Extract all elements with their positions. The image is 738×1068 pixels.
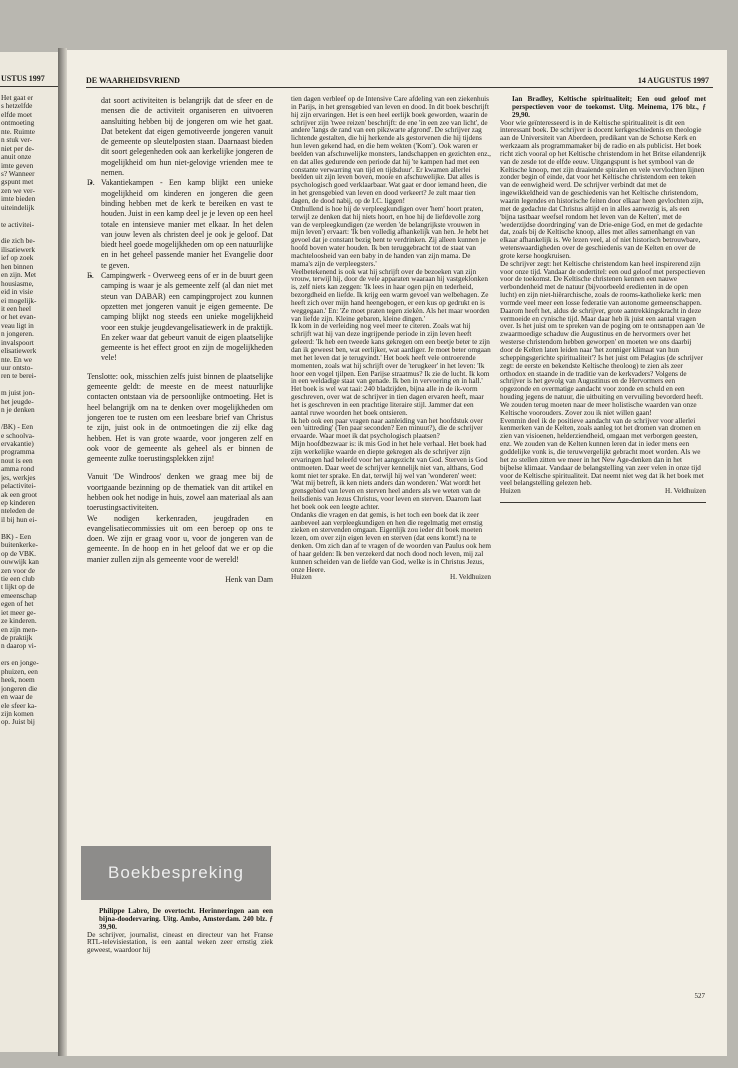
article-column bbox=[87, 96, 273, 585]
adjacent-text-line: jes, werkjes bbox=[1, 473, 36, 482]
list-marker: • E. bbox=[87, 271, 94, 281]
adjacent-text-line: n je denken bbox=[1, 406, 35, 415]
review-title-bradley: Ian Bradley, Keltische spiritualiteit; Een oud geloof met perspectieven voor de toekomst. Uitg. Meinema, 176 blz., ƒ 29,90. bbox=[512, 95, 706, 119]
section-banner bbox=[81, 846, 271, 900]
adjacent-text-line: ele sfeer ka- bbox=[1, 701, 37, 710]
activity-list bbox=[87, 178, 273, 363]
adjacent-text-line: n jongeren. bbox=[1, 330, 34, 339]
adjacent-text-line: amma rond bbox=[1, 465, 35, 474]
line-gap bbox=[1, 524, 58, 532]
adjacent-header-rule bbox=[0, 86, 58, 87]
review-paragraph: Evenmin deel ik de positieve aandacht van de schrijver voor allerlei kenmerken van de Kelten, zoals aanleg tot het dromen van dromen en zien van visioenen, helderziendheid, omgaan met verborgen geesten, enz. We zouden van de Kelten kunnen leren dat in ieder mens een goddelijke vonk is, die teruwvergelijkt gebracht moet worden. Als we het zo stellen zitten we meer in het New Age-denken dan in het bijbelse klimaat. Vandaar de belangstelling van zeer velen in onze tijd voor de Keltische spiritualiteit. Dat neemt niet weg dat ik het boek met veel belangstelling gelezen heb. bbox=[500, 416, 704, 488]
adjacent-text-line: heek, noem bbox=[1, 676, 35, 685]
adjacent-text-line: BK) - Een bbox=[1, 532, 31, 541]
adjacent-text-line: ren te berei- bbox=[1, 372, 37, 381]
adjacent-text-line: op de VBK. bbox=[1, 549, 36, 558]
page-number: 527 bbox=[694, 992, 705, 1000]
adjacent-text-line: s hetzelfde bbox=[1, 102, 33, 111]
adjacent-text-line: elfde moet bbox=[1, 110, 32, 119]
adjacent-text-line: anuit onze bbox=[1, 153, 32, 162]
issue-date: 14 AUGUSTUS 1997 bbox=[637, 76, 709, 85]
adjacent-text-line: die zich be- bbox=[1, 237, 36, 246]
adjacent-text-line: imte geven bbox=[1, 161, 34, 170]
adjacent-text-line: Het gaat er bbox=[1, 94, 34, 102]
adjacent-text-line: niet per de- bbox=[1, 144, 35, 153]
adjacent-text-line: nte. Ruimte bbox=[1, 127, 36, 136]
adjacent-text-line: ief op zoek bbox=[1, 254, 34, 263]
adjacent-text-line: phuizen, een bbox=[1, 667, 38, 676]
intro-paragraph: dat soort activiteiten is belangrijk dat de sfeer en de mensen die de activiteit organiseren en uitvoeren aansluiting hebben bij de jongeren om wie het gaat. Dat betekent dat eigen gemotiveerde jongeren vanuit de gemeente op sleutelposten staan. Daarnaast bieden dit soort gelegenheden ook aan kerkelijke jongeren de mogelijkheid om hun niet-gelovige vrienden mee te nemen. bbox=[101, 96, 273, 178]
list-text: Campingwerk - Overweeg eens of er in de buurt geen camping is waar je als gemeente zelf (al dan niet met steun van DABAR) een campingproject zou kunnen opzetten met jongeren vanuit je eigen gemeente. De camping blijkt nog steeds een unieke mogelijkheid voor een stukje jeugdevangelisatiewerk in de praktijk. En zeker waar dat gebeurt vanuit de eigen plaatselijke gemeente is het effect groot en zijn de mogelijkheden vele! bbox=[101, 271, 273, 363]
adjacent-text-line: elisatiewerk bbox=[1, 347, 37, 356]
adjacent-text-line: eid in visie bbox=[1, 288, 34, 297]
windroos-paragraph: Vanuit 'De Windroos' denken we graag mee bij de voortgaande bezinning op de thematiek van dit artikel en hebben ook het nodige in huis, zowel aan materiaal als aan toerustingsactiviteiten. bbox=[87, 472, 273, 513]
adjacent-text-line: housiasme, bbox=[1, 279, 34, 288]
invitation-paragraph: We nodigen kerkenraden, jeugdraden en evangelisatiecommissies uit om een beroep op ons te doen. We zijn er graag voor u, voor de jongeren van de gemeente. In de hoop en in het geloof dat we er op die manier zullen zijn als gemeente voor de wereld! bbox=[87, 513, 273, 564]
line-gap bbox=[1, 651, 58, 659]
adjacent-page-strip bbox=[0, 52, 58, 1052]
adjacent-text-line: gspunt met bbox=[1, 178, 34, 187]
review-author: H. Veldhuizen bbox=[450, 573, 491, 582]
review-paragraph: Veelbetekenend is ook wat hij schrijft over de bezoeken van zijn vrouw, terwijl hij, door de vele apparaten waaraan hij vastgeklonken is, zelf niets kan zeggen: 'Ik lees in haar ogen pijn en tederheid, bezorgdheid en liefde. Ik krijg een warm gevoel van welbehagen. Ze heeft zich over mijn hand heengebogen, er een kus op gedrukt en is weggegaan.' En: 'Ze moet praten tegen ziekèn. Als het maar woorden van liefde zijn. Kleine gebaren, kleine dingen.' bbox=[291, 267, 490, 323]
adjacent-text-line: nte. En we bbox=[1, 355, 33, 364]
adjacent-text-line: te activitei- bbox=[1, 220, 35, 229]
adjacent-text-line: nout is een bbox=[1, 456, 33, 465]
adjacent-text-line: de praktijk bbox=[1, 634, 33, 642]
adjacent-text-line: ze kinderen. bbox=[1, 617, 37, 626]
review-start-paragraph: De schrijver, journalist, cineast en directeur van het Franse RTL-televisiestation, is een aantal weken zeer ernstig ziek geweest, waardoor hij bbox=[87, 930, 273, 955]
column-end-rule bbox=[500, 502, 706, 503]
adjacent-text-line: zen voor de bbox=[1, 566, 36, 575]
adjacent-text-line: ontmoeting bbox=[1, 119, 35, 128]
adjacent-text-line: hen binnen bbox=[1, 262, 34, 271]
adjacent-text-line: or het evan- bbox=[1, 313, 36, 322]
adjacent-text-line: n stuk ver- bbox=[1, 136, 33, 145]
adjacent-text-line: imte bieden bbox=[1, 195, 36, 204]
adjacent-text-line: zijn komen bbox=[1, 709, 34, 718]
adjacent-text-line: op. Juist bij bbox=[1, 718, 35, 727]
review-column-bradley bbox=[500, 96, 706, 503]
line-gap bbox=[1, 212, 58, 220]
adjacent-text-line: /BK) - Een bbox=[1, 423, 34, 432]
author-signature: Henk van Dam bbox=[225, 575, 273, 585]
review-paragraph: Voor wie geïnteresseerd is in de Keltische spiritualiteit is dit een interessant boek. De schrijver is docent kerkgeschiedenis en theologie aan de Universiteit van Aberdeen, predikant van de Schotse Kerk en werkzaam als programmamaker bij de radio en als publicist. Het boek richt zich vooral op het Keltische christendom in het Britse eilandenrijk van de zesde tot de elfde eeuw. Uitgangspunt is het symbool van de Keltische knoop, met zijn draaiende spiralen en vele vervlochten lijnen zonder begin of einde, dat voor het Keltische christendom een teken van de eenwigheid werd. De schrijver verbindt dat met de ingewikkeldheid van de geschiedenis van het Keltische christendom, waarin legendes en historische feiten door elkaar heen gevlochten zijn, met de gedachte dat Christus altijd en in alles aanwezig is, als een 'bijna tastbaar weefsel rondom het leven van de Kelten', met de 'wederzijdse doordringing' van de Drie-enige God, en met de gedachte dat, zoals bij de Keltische knoop, alles met alles samenhangt en van elkaar afhankelijk is. We lezen veel, al of niet historisch betrouwbare, wetenswaardigheden over de geschiedenis van de Kelten en over de grote kerse hoogkruisen. bbox=[500, 118, 706, 260]
book-gutter bbox=[58, 48, 67, 1056]
adjacent-text-line: veau ligt in bbox=[1, 321, 34, 330]
review-footer bbox=[291, 574, 491, 582]
adjacent-text-line: iet meer ge- bbox=[1, 608, 36, 617]
review-paragraph: Mijn hoofdbezwaar is: ik mis God in het hele verhaal. Het boek had zijn werkelijke waarde en diepte gekregen als de schrijver zijn ervaringen had beleefd voor het aangezicht van God. Sterven is God ontmoeten. Daar weet de schrijver kennelijk niet van, althans, God komt niet ter sprake. En dat, terwijl hij wel van 'wonderen' weet: 'Wat mij betreft, ik ken niets anders dan wonderen.' Wat wordt het grensgebied van leven en sterven heel anders als we weten van de heilsdienis van Jezus Christus, voor leven en sterven. Daarom laat het boek ook een leegte achter. bbox=[291, 440, 488, 511]
list-item bbox=[87, 271, 273, 364]
review-intro-column bbox=[87, 908, 273, 955]
adjacent-text-line: il bij hun ei- bbox=[1, 515, 37, 524]
adjacent-text-line: ep kinderen bbox=[1, 499, 36, 507]
adjacent-text-line: ouwwijk kan bbox=[1, 558, 39, 567]
review-paragraph: De schrijver zegt: het Keltische christendom kan heel inspirerend zijn voor onze tijd. Vandaar de ondertitel: een oud geloof met perspectieven voor de toekomst. De Keltische christenen kennen een nauwe verbondenheid met de natuur (bijvoorbeeld eredienten in de open lucht) en zijn niet-hiërarchische, zoals de rooms-katholieke kerk: men vormde veel meer een losse federatie van autonome gemeenschappen. Daarom heeft het, aldus de schrijver, grote aantrekkingskracht in deze vermoeide en cynische tijd. Maar daar heb ik juist een aantal vragen over. Is het juist om te spreken van de poging om te ontsnappen aan 'de zwaarmoedige schaduw die Augustinus en de hervormers over het westerse christendom hebben geworpen' en moeten we ons daarbij door de Kelten laten leiden naar 'het zonniger klimaat van hun scheppingsgerichte spiritualiteit'? Is het juist om Pelagius (de schrijver zegt: de eerste en bekendste Keltische theoloog) te zien als zeer orthodox en staande in de traditie van de kerkvaders? Volgens de schrijver is het gevolg van Augustinus en de Hervormers een opgezonde en overmatige aandacht voor zonde en schuld en een houding jegens de natuur, die uitbuiting en vervuiling bevorderd heeft. We zouden terug moeten naar de meer holistische waarden van onze Keltische voorouders. Zover zou ik niet willen gaan! bbox=[500, 259, 706, 417]
adjacent-text-line: e schoolva- bbox=[1, 431, 35, 440]
adjacent-text-line: invalspoort bbox=[1, 338, 34, 347]
adjacent-text-line: pelactivitei- bbox=[1, 482, 36, 491]
review-paragraph: Ondanks die vragen en dat gemis, is het toch een boek dat ik zeer aanbeveel aan verpleegkundigen en hen die regelmatig met ernstig zieken en stervenden omgaan. Eigenlijk zou ieder dit boek moeten lezen, om over zijn eigen leven en sterven (dat eens komt!) na te denken. Om zich dan af te vragen of de woorden van Paulus ook hem of haar gelden: Ik ben verzekerd dat noch dood noch leven, mij zal kunnen scheiden van de liefde van God, welke is in Christus Jezus, onze Heere. bbox=[291, 510, 491, 574]
adjacent-page-text bbox=[1, 94, 58, 727]
adjacent-text-line: uiteindelijk bbox=[1, 203, 35, 212]
review-paragraph: Ik heb ook een paar vragen naar aanleiding van het hoofdstuk over een 'uittreding' (Ten paar seconden? Een minuut?), die de schrijver ervaarde. Waar moet ik dat psychologisch plaatsen? bbox=[291, 416, 483, 441]
adjacent-text-line: en zijn. Met bbox=[1, 271, 37, 280]
list-text: Vakantiekampen - Een kamp blijkt een unieke mogelijkheid om kinderen en jongeren die geen binding hebben met de kerk te bereiken en vast te houden. Juist in een kamp deel je je leven op een heel totale en intensieve manier met elkaar. In het delen van jouw leven als christen deel je ook je geloof. Dat biedt heel goede mogelijkheden om op een natuurlijke en in het geheel passende manier het Evangelie door te geven. bbox=[101, 178, 273, 270]
magazine-page bbox=[67, 50, 727, 1056]
review-title-labro: Philippe Labro, De overtocht. Herinneringen aan een bijna-doodervaring. Uitg. Ambo, Amsterdam. 240 blz. ƒ 39,90. bbox=[99, 907, 273, 931]
review-paragraph: Onthullend is hoe hij de verpleegkundigen over 'hem' hoort praten, terwijl ze denken dat hij niets hoort, en hoe hij de liefdevolle zorg van de verpleegkundigen (ze werden 'de belangrijkste vrouwen in mijn leven') ervaart: 'Ik ben volledig afhankelijk van hen. Je hebt het gevoel dat je constant bezig bent te verdrinken. Zij alleen kunnen je hoofd boven water houden. Ik ben teruggebracht tot de staat van machteloosheid van een baby in de handen van zijn mama. De mama's zijn de verpleegsters.' bbox=[291, 204, 489, 268]
line-gap bbox=[1, 415, 58, 423]
review-column bbox=[291, 96, 491, 582]
adjacent-text-line: ervakantie) bbox=[1, 439, 34, 448]
adjacent-text-line: programma bbox=[1, 448, 35, 457]
list-marker: • D. bbox=[87, 178, 95, 188]
adjacent-text-line: buitenkerke- bbox=[1, 541, 38, 550]
adjacent-text-line: s? Wanneer bbox=[1, 169, 35, 178]
review-footer bbox=[500, 488, 706, 496]
review-paragraph: Ik kom in de verleiding nog veel meer te citeren. Zoals wat hij schrijft wat hij van deze ingrijpende periode in zijn leven heeft geleerd: 'Ik heb een tweede kans gekregen om een beetje beter te zijn dan ik geweest ben, wat eerlijker, wat aardiger. Je moet beter omgaan met het leven dat je terugvindt.' Het boek heeft vele ontroerende momenten, zoals wat hij schrijft over de 'terugkeer' in het leven: 'Ik hoor een vogel tjilpen. Een Parijse straatmus? Ik zie de lucht. Ik kom in een weldadige staat van genade. Ik ben in vervoering en in hall.' bbox=[291, 322, 491, 386]
adjacent-text-line: tie een club bbox=[1, 574, 35, 583]
adjacent-text-line: it een heel bbox=[1, 304, 31, 313]
adjacent-text-line: en waar de bbox=[1, 693, 33, 702]
publication-title: DE WAARHEIDSVRIEND bbox=[86, 76, 180, 85]
adjacent-text-line: het jeugde- bbox=[1, 397, 34, 406]
line-gap bbox=[1, 229, 58, 237]
adjacent-page-header: USTUS 1997 bbox=[1, 74, 45, 83]
header-rule bbox=[86, 87, 713, 88]
section-banner-label: Boekbespreking bbox=[108, 863, 244, 882]
review-paragraph: tien dagen verbleef op de Intensive Care afdeling van een ziekenhuis in Parijs, in het grensgebied van leven en dood. In dit boek beschrijft hij zijn ervaringen. Het is een heel eerlijk boek geworden, waarin de schrijver zijn 'twee reizen' beschrijft: de ene 'in een zee van licht', de andere 'langs de rand van een pikzwarte afgrond'. De schrijver zag lichtende gestalten, die hij herkende als gestorvenen die hij tijdens hun leven gekend had, en die hem wekten ('Kom'). Ook waren er beelden van afschuwelijke monsters, landschappen en gezichten enz., en dat alles gedurende een periode dat hij 'te kampen had met een constante verwarring van tijd en tijdsduur'. Er kwamen allerlei beelden uit zijn leven boven, mooie en afschuwelijke. Dat alles is psychologisch goed verklaarbaar. Wat gaat er door iemand heen, die in het grensgebied van leven en dood verkeert? Je zult maar tien dagen, de dood nabij, op de I.C. liggen! bbox=[291, 95, 491, 205]
review-place: Huizen bbox=[500, 487, 521, 496]
adjacent-text-line: uur ontsto- bbox=[1, 364, 33, 372]
line-gap bbox=[1, 381, 58, 389]
list-item bbox=[87, 178, 273, 271]
adjacent-text-line: zen we ver- bbox=[1, 186, 35, 195]
adjacent-text-line: emeenschap bbox=[1, 591, 37, 600]
adjacent-text-line: ak een groot bbox=[1, 490, 38, 499]
review-author: H. Veldhuizen bbox=[665, 487, 706, 496]
review-place: Huizen bbox=[291, 573, 312, 582]
adjacent-text-line: t lijkt op de bbox=[1, 583, 35, 592]
review-paragraph: Het boek is wel wat taai: 240 bladzijden, bijna alle in de ik-vorm geschreven, over wat de schrijver in tien dagen ervaren heeft, maar het is geschreven in een prachtige literaire stijl. Jammer dat een aantal ruwe woorden het boek ontsieren. bbox=[291, 385, 484, 417]
adjacent-text-line: ilisatiewerk bbox=[1, 245, 36, 254]
adjacent-text-line: n daarop vi- bbox=[1, 642, 37, 651]
adjacent-text-line: en zijn men- bbox=[1, 625, 38, 634]
conclusion-paragraph: Tenslotte: ook, misschien zelfs juist binnen de plaatselijke gemeente geldt: de meeste en de meest natuurlijke contacten ontstaan via de persoonlijke ontmoeting. Het is heel belangrijk om na te denken over mogelijkheden om jongeren toe te rusten om een leesbare brief van Christus te zijn, juist ook in de ontmoetingen die zij elke dag hebben. Het is van grote waarde, voor jongeren zelf en ook voor de gemeente als geheel als er binnen de gemeente zulke toerustingsplekken zijn! bbox=[87, 371, 273, 464]
adjacent-text-line: jongeren die bbox=[1, 684, 38, 693]
adjacent-text-line: egen of het bbox=[1, 600, 34, 609]
adjacent-text-line: ers en jonge- bbox=[1, 659, 39, 668]
adjacent-text-line: m juist jon- bbox=[1, 389, 35, 398]
adjacent-text-line: nteleden de bbox=[1, 507, 35, 516]
adjacent-text-line: ei mogelijk- bbox=[1, 296, 37, 305]
